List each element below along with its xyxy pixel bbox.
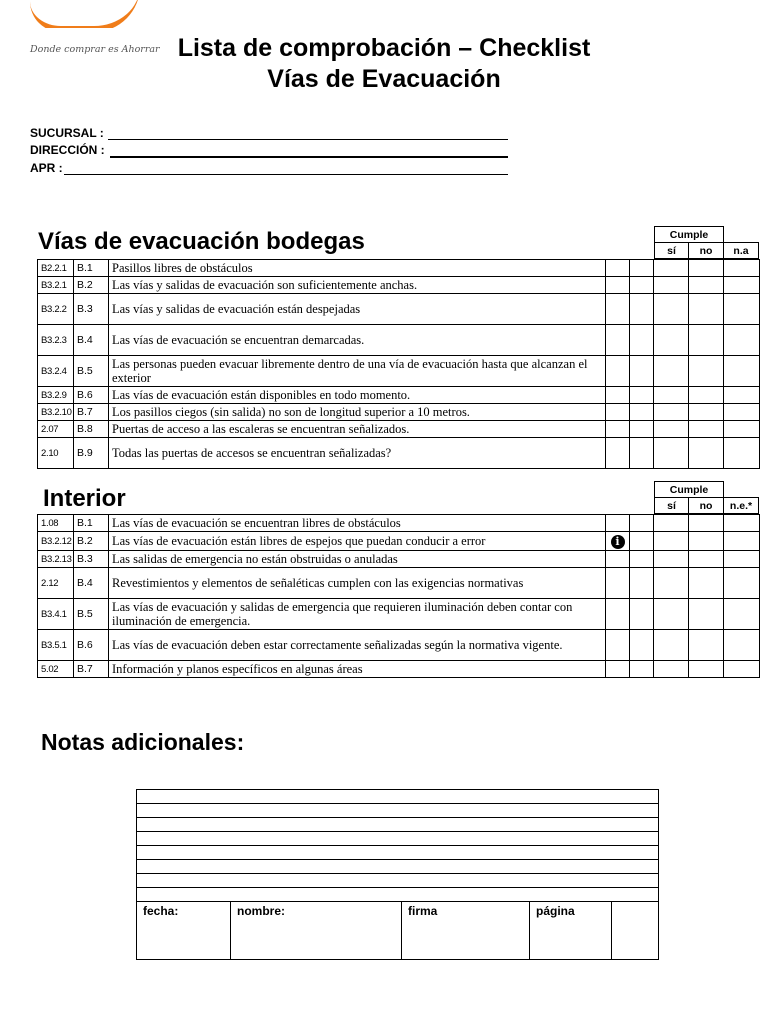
item-description: Los pasillos ciegos (sin salida) no son de longitud superior a 10 metros. bbox=[109, 404, 606, 421]
item-description: Puertas de acceso a las escaleras se encuentran señalizados. bbox=[109, 421, 606, 438]
item-description: Las vías de evacuación se encuentran demarcadas. bbox=[109, 325, 606, 356]
extra-cell bbox=[630, 599, 654, 630]
item-code: 5.02 bbox=[38, 661, 74, 678]
item-code: 2.12 bbox=[38, 568, 74, 599]
item-code: B3.2.12 bbox=[38, 532, 74, 551]
table-row bbox=[38, 551, 760, 568]
item-number: B.5 bbox=[74, 356, 109, 387]
notes-line[interactable] bbox=[137, 832, 659, 846]
check-no[interactable] bbox=[689, 532, 724, 551]
item-description: Las vías de evacuación deben estar correctamente señalizadas según la normativa vigente. bbox=[109, 630, 606, 661]
item-number: B.3 bbox=[74, 294, 109, 325]
check-si[interactable] bbox=[654, 356, 689, 387]
check-no[interactable] bbox=[689, 599, 724, 630]
extra-cell bbox=[606, 356, 630, 387]
pagina-number-cell[interactable] bbox=[612, 902, 659, 960]
extra-cell bbox=[606, 294, 630, 325]
col-no: no bbox=[689, 498, 724, 514]
check-si[interactable] bbox=[654, 294, 689, 325]
extra-cell bbox=[630, 404, 654, 421]
check-no[interactable] bbox=[689, 356, 724, 387]
item-number: B.2 bbox=[74, 532, 109, 551]
col-si: sí bbox=[655, 243, 689, 259]
notes-line[interactable] bbox=[137, 790, 659, 804]
item-number: B.6 bbox=[74, 630, 109, 661]
extra-cell bbox=[606, 404, 630, 421]
notes-line[interactable] bbox=[137, 888, 659, 902]
item-code: B3.2.10 bbox=[38, 404, 74, 421]
check-si[interactable] bbox=[654, 325, 689, 356]
item-number: B.4 bbox=[74, 325, 109, 356]
table-row bbox=[38, 421, 760, 438]
cumple-label: Cumple bbox=[655, 227, 724, 243]
extra-cell bbox=[630, 277, 654, 294]
company-logo bbox=[28, 0, 148, 28]
table-row bbox=[38, 532, 760, 551]
check-na[interactable] bbox=[724, 277, 760, 294]
extra-cell bbox=[630, 325, 654, 356]
nombre-cell[interactable] bbox=[231, 902, 402, 960]
check-no[interactable] bbox=[689, 568, 724, 599]
pagina-label: página bbox=[536, 904, 575, 918]
check-ne[interactable] bbox=[724, 515, 760, 532]
check-na[interactable] bbox=[724, 421, 760, 438]
item-description: Pasillos libres de obstáculos bbox=[109, 260, 606, 277]
extra-cell bbox=[630, 515, 654, 532]
logo-tagline: Donde comprar es Ahorrar bbox=[30, 44, 160, 55]
check-si[interactable] bbox=[654, 387, 689, 404]
notes-line[interactable] bbox=[137, 860, 659, 874]
check-ne[interactable] bbox=[724, 568, 760, 599]
extra-cell bbox=[606, 325, 630, 356]
col-no: no bbox=[689, 243, 724, 259]
extra-cell bbox=[606, 568, 630, 599]
cumple-header-interior bbox=[654, 481, 759, 514]
extra-cell bbox=[630, 661, 654, 678]
item-number: B.8 bbox=[74, 421, 109, 438]
table-row bbox=[38, 568, 760, 599]
item-number: B.3 bbox=[74, 551, 109, 568]
notes-line[interactable] bbox=[137, 818, 659, 832]
item-number: B.7 bbox=[74, 404, 109, 421]
table-row bbox=[38, 438, 760, 469]
item-number: B.9 bbox=[74, 438, 109, 469]
item-description: Las vías y salidas de evacuación son suficientemente anchas. bbox=[109, 277, 606, 294]
extra-cell bbox=[630, 356, 654, 387]
check-no[interactable] bbox=[689, 387, 724, 404]
section-title-interior: Interior bbox=[43, 485, 126, 512]
item-code: B3.2.2 bbox=[38, 294, 74, 325]
check-ne[interactable] bbox=[724, 661, 760, 678]
sucursal-field[interactable] bbox=[108, 139, 508, 140]
extra-cell bbox=[630, 260, 654, 277]
pagina-cell[interactable] bbox=[530, 902, 612, 960]
extra-cell bbox=[606, 277, 630, 294]
firma-cell[interactable] bbox=[402, 902, 530, 960]
fecha-label: fecha: bbox=[143, 904, 179, 918]
notes-line[interactable] bbox=[137, 846, 659, 860]
item-description: Revestimientos y elementos de señaléticas cumplen con las exigencias normativas bbox=[109, 568, 606, 599]
item-code: 1.08 bbox=[38, 515, 74, 532]
table-row bbox=[38, 260, 760, 277]
item-number: B.4 bbox=[74, 568, 109, 599]
logo-swoosh-icon bbox=[30, 0, 140, 28]
item-description: Información y planos específicos en algunas áreas bbox=[109, 661, 606, 678]
check-no[interactable] bbox=[689, 325, 724, 356]
table-row bbox=[38, 356, 760, 387]
item-description: Todas las puertas de accesos se encuentran señalizadas? bbox=[109, 438, 606, 469]
item-description: Las personas pueden evacuar libremente dentro de una vía de evacuación hasta que alcanzan el exterior bbox=[109, 356, 606, 387]
check-na[interactable] bbox=[724, 294, 760, 325]
extra-cell bbox=[630, 387, 654, 404]
col-na: n.a bbox=[724, 243, 759, 259]
table-row bbox=[38, 404, 760, 421]
info-icon: i bbox=[611, 535, 625, 549]
extra-cell bbox=[606, 387, 630, 404]
item-description: Las vías de evacuación y salidas de emergencia que requieren iluminación deben contar con iluminación de emergencia. bbox=[109, 599, 606, 630]
extra-cell bbox=[606, 260, 630, 277]
notes-line[interactable] bbox=[137, 804, 659, 818]
extra-cell bbox=[606, 515, 630, 532]
item-number: B.1 bbox=[74, 260, 109, 277]
extra-cell bbox=[606, 438, 630, 469]
check-ne[interactable] bbox=[724, 630, 760, 661]
check-si[interactable] bbox=[654, 438, 689, 469]
item-description: Las vías y salidas de evacuación están despejadas bbox=[109, 294, 606, 325]
check-si[interactable] bbox=[654, 551, 689, 568]
checklist-table-bodegas bbox=[37, 259, 760, 469]
table-row bbox=[38, 630, 760, 661]
col-si: sí bbox=[655, 498, 689, 514]
apr-label: APR : bbox=[30, 161, 63, 175]
check-no[interactable] bbox=[689, 438, 724, 469]
sucursal-label: SUCURSAL : bbox=[30, 126, 104, 140]
check-ne[interactable] bbox=[724, 599, 760, 630]
item-code: B3.2.4 bbox=[38, 356, 74, 387]
extra-cell bbox=[630, 551, 654, 568]
check-no[interactable] bbox=[689, 260, 724, 277]
extra-cell bbox=[606, 599, 630, 630]
extra-cell bbox=[606, 630, 630, 661]
table-row bbox=[38, 661, 760, 678]
extra-cell bbox=[606, 421, 630, 438]
item-code: B3.2.1 bbox=[38, 277, 74, 294]
check-na[interactable] bbox=[724, 404, 760, 421]
extra-cell bbox=[606, 532, 630, 551]
check-si[interactable] bbox=[654, 599, 689, 630]
item-code: B3.2.13 bbox=[38, 551, 74, 568]
extra-cell bbox=[606, 551, 630, 568]
item-code: 2.07 bbox=[38, 421, 74, 438]
item-description: Las vías de evacuación están disponibles en todo momento. bbox=[109, 387, 606, 404]
item-description: Las vías de evacuación se encuentran libres de obstáculos bbox=[109, 515, 606, 532]
extra-cell bbox=[606, 661, 630, 678]
item-number: B.6 bbox=[74, 387, 109, 404]
extra-cell bbox=[630, 438, 654, 469]
check-ne[interactable] bbox=[724, 551, 760, 568]
extra-cell bbox=[630, 568, 654, 599]
check-no[interactable] bbox=[689, 404, 724, 421]
section-title-bodegas: Vías de evacuación bodegas bbox=[38, 228, 365, 255]
item-description: Las salidas de emergencia no están obstruidas o anuladas bbox=[109, 551, 606, 568]
check-si[interactable] bbox=[654, 421, 689, 438]
check-na[interactable] bbox=[724, 356, 760, 387]
table-row bbox=[38, 599, 760, 630]
notes-table bbox=[136, 789, 659, 960]
check-no[interactable] bbox=[689, 515, 724, 532]
check-ne[interactable] bbox=[724, 532, 760, 551]
check-na[interactable] bbox=[724, 438, 760, 469]
check-no[interactable] bbox=[689, 661, 724, 678]
cumple-label: Cumple bbox=[655, 482, 724, 498]
item-code: B3.2.3 bbox=[38, 325, 74, 356]
extra-cell bbox=[630, 421, 654, 438]
check-no[interactable] bbox=[689, 630, 724, 661]
check-si[interactable] bbox=[654, 661, 689, 678]
check-na[interactable] bbox=[724, 387, 760, 404]
item-code: 2.10 bbox=[38, 438, 74, 469]
apr-field[interactable] bbox=[64, 174, 508, 175]
cumple-header-bodegas bbox=[654, 226, 759, 259]
extra-cell bbox=[630, 630, 654, 661]
item-number: B.2 bbox=[74, 277, 109, 294]
item-code: B3.4.1 bbox=[38, 599, 74, 630]
page-title: Lista de comprobación – Checklist bbox=[177, 34, 591, 62]
extra-cell bbox=[630, 532, 654, 551]
checklist-table-interior bbox=[37, 514, 760, 678]
item-code: B2.2.1 bbox=[38, 260, 74, 277]
nombre-label: nombre: bbox=[237, 904, 285, 918]
check-si[interactable] bbox=[654, 630, 689, 661]
item-code: B3.5.1 bbox=[38, 630, 74, 661]
direccion-label: DIRECCIÓN : bbox=[30, 143, 105, 157]
check-na[interactable] bbox=[724, 325, 760, 356]
check-si[interactable] bbox=[654, 260, 689, 277]
fecha-cell[interactable] bbox=[137, 902, 231, 960]
check-si[interactable] bbox=[654, 277, 689, 294]
check-si[interactable] bbox=[654, 532, 689, 551]
item-code: B3.2.9 bbox=[38, 387, 74, 404]
firma-label: firma bbox=[408, 904, 438, 918]
table-row bbox=[38, 325, 760, 356]
table-row bbox=[38, 294, 760, 325]
check-na[interactable] bbox=[724, 260, 760, 277]
item-number: B.5 bbox=[74, 599, 109, 630]
notes-title: Notas adicionales: bbox=[41, 729, 245, 755]
extra-cell bbox=[630, 294, 654, 325]
check-no[interactable] bbox=[689, 421, 724, 438]
col-ne: n.e.* bbox=[724, 498, 759, 514]
page-subtitle: Vías de Evacuación bbox=[267, 65, 501, 93]
check-no[interactable] bbox=[689, 294, 724, 325]
table-row bbox=[38, 515, 760, 532]
check-no[interactable] bbox=[689, 277, 724, 294]
check-si[interactable] bbox=[654, 404, 689, 421]
check-si[interactable] bbox=[654, 568, 689, 599]
table-row bbox=[38, 277, 760, 294]
table-row bbox=[38, 387, 760, 404]
item-description: Las vías de evacuación están libres de espejos que puedan conducir a error bbox=[109, 532, 606, 551]
check-si[interactable] bbox=[654, 515, 689, 532]
item-number: B.7 bbox=[74, 661, 109, 678]
notes-line[interactable] bbox=[137, 874, 659, 888]
direccion-field[interactable] bbox=[110, 156, 508, 158]
check-no[interactable] bbox=[689, 551, 724, 568]
item-number: B.1 bbox=[74, 515, 109, 532]
